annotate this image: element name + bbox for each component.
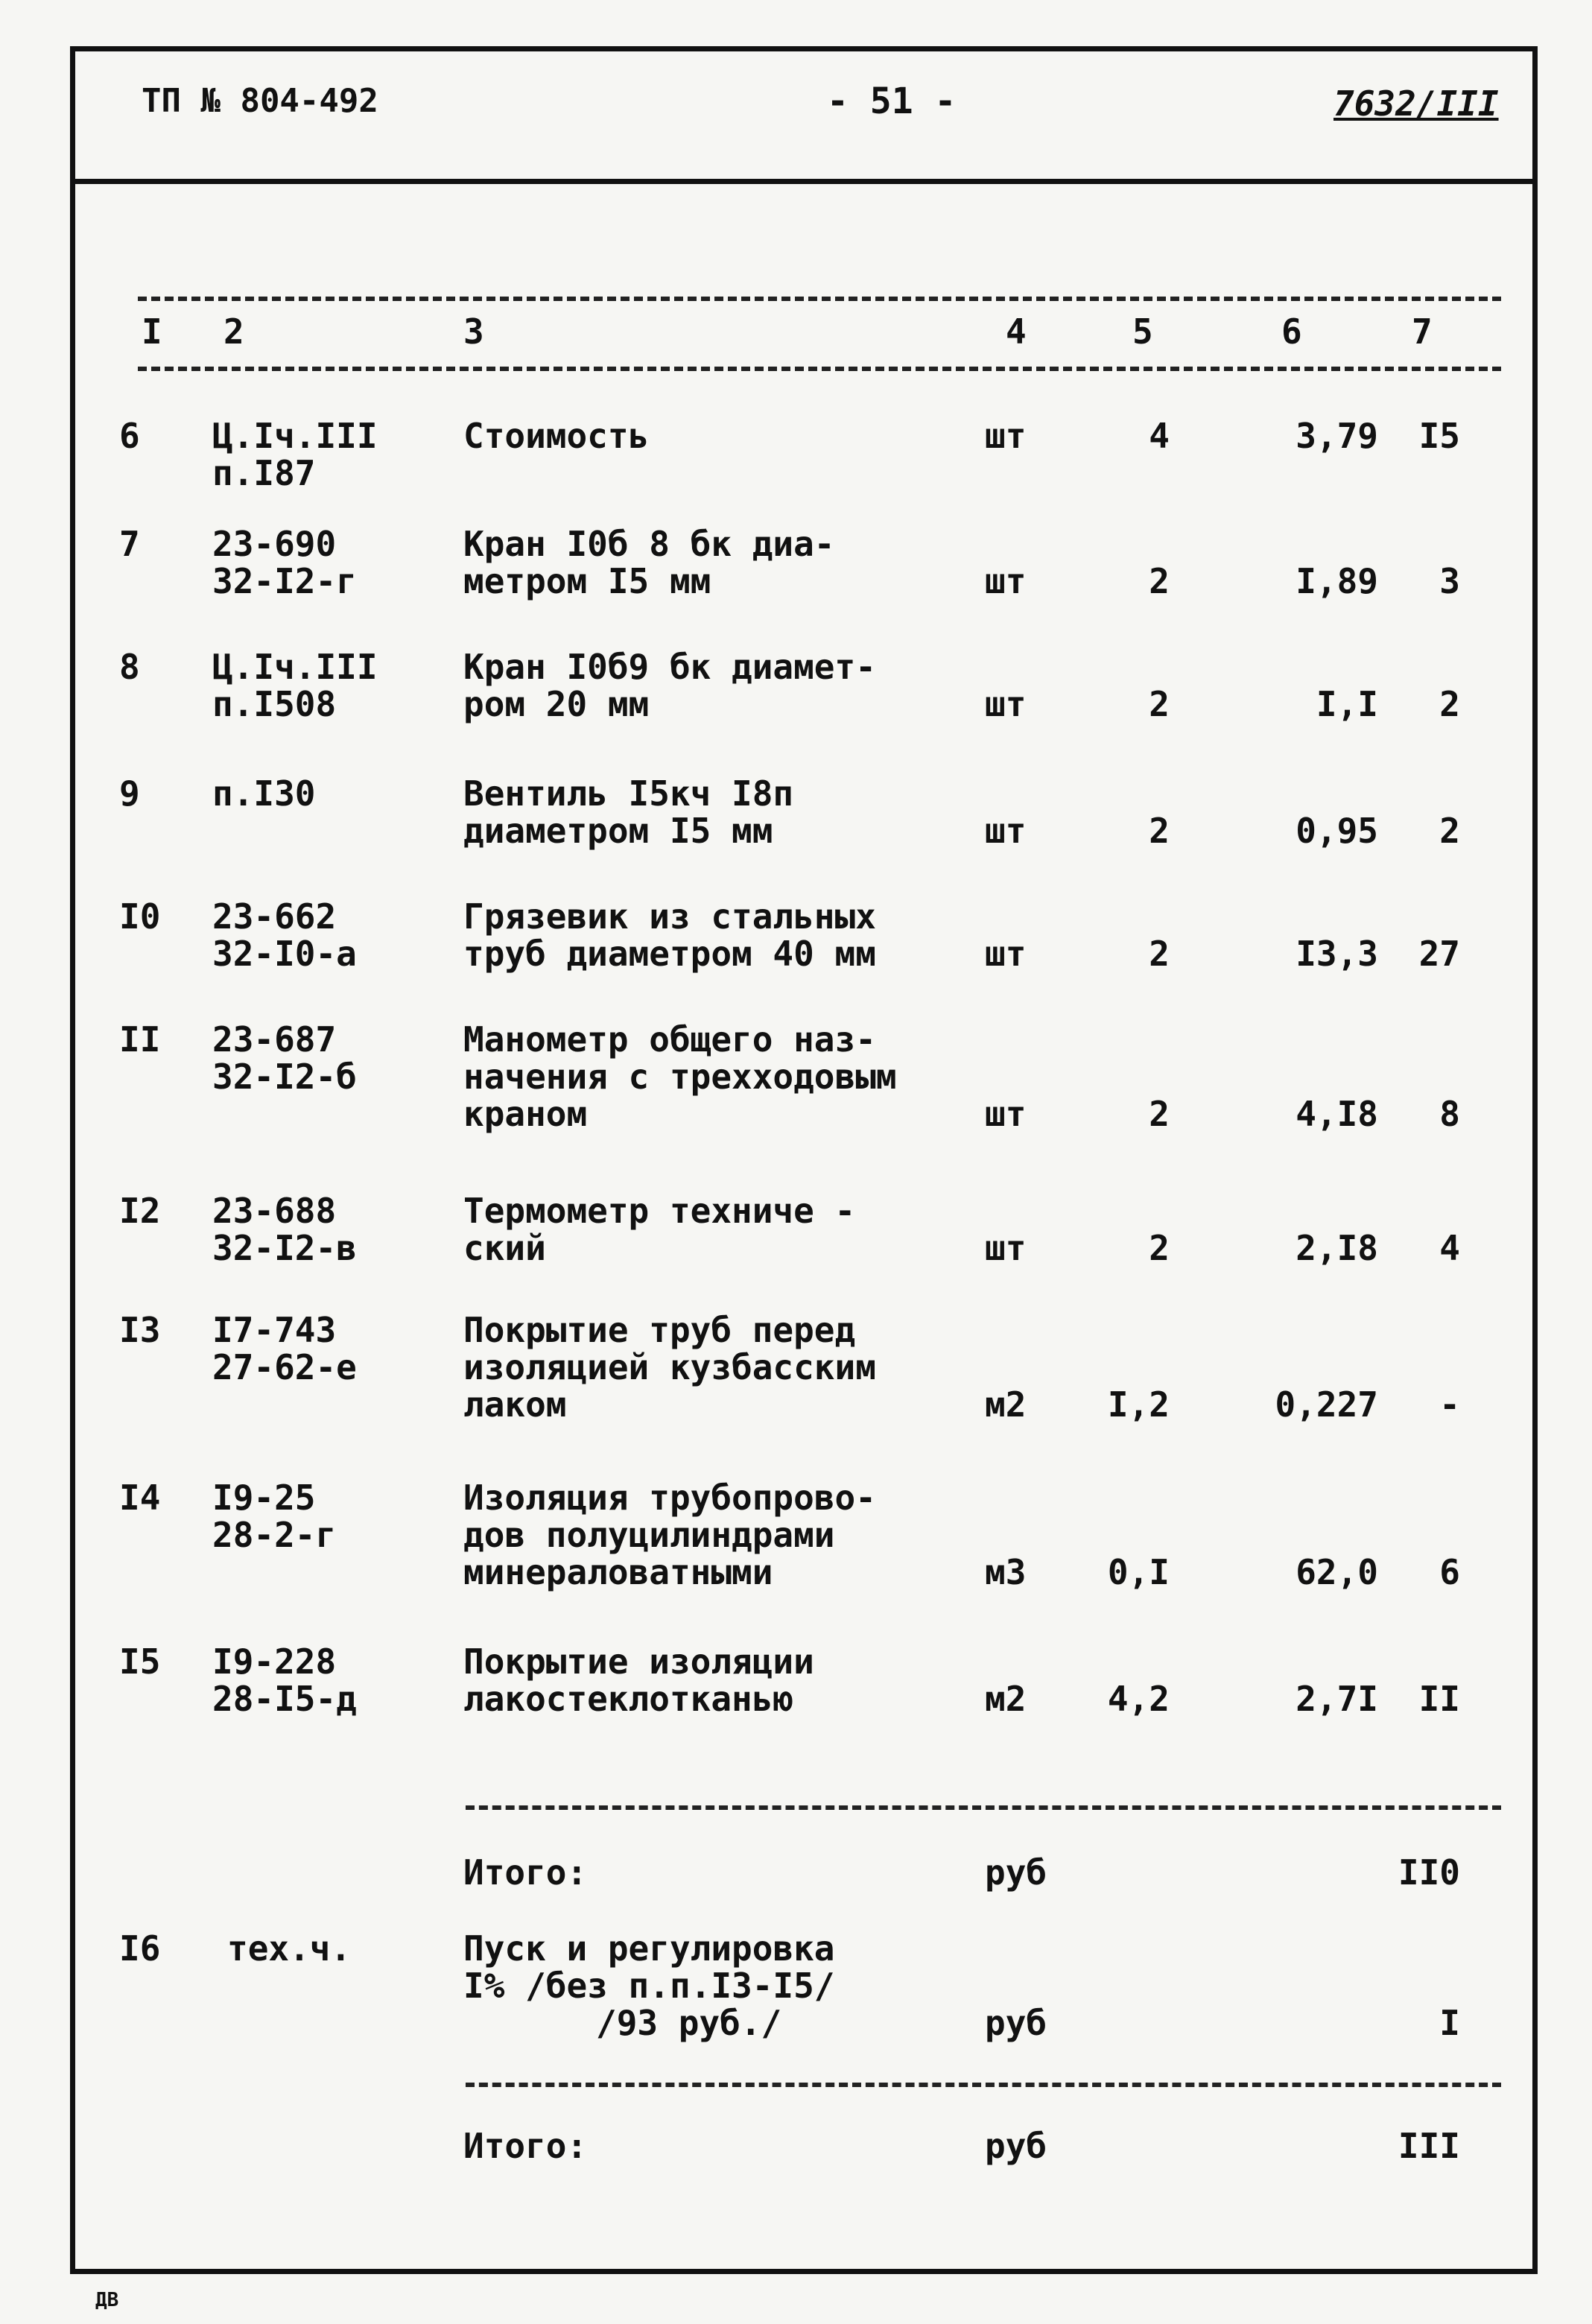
- col-header-3: 3: [463, 311, 484, 352]
- row-code-2: п.I87: [212, 453, 316, 493]
- row-code-1: I9-228: [212, 1641, 337, 1682]
- row-number: I2: [119, 1191, 161, 1231]
- row-total: 8: [1439, 1094, 1460, 1134]
- row-unit: шт: [985, 1228, 1027, 1268]
- row-description-line: Покрытие труб перед: [463, 1310, 856, 1350]
- sheet-reference: 7632/III: [1333, 83, 1499, 124]
- row-unit: м3: [985, 1552, 1027, 1592]
- row-unit: м2: [985, 1679, 1027, 1719]
- row-code-2: п.I508: [212, 684, 337, 724]
- row-number: 8: [119, 647, 140, 687]
- row-code-2: 28-2-г: [212, 1515, 337, 1555]
- table-top-rule: [138, 297, 1501, 301]
- row-number: I4: [119, 1478, 161, 1518]
- row-code-1: Ц.Iч.III: [212, 647, 378, 687]
- row-quantity: 0,I: [1107, 1552, 1170, 1592]
- row-unit: м2: [985, 1384, 1027, 1425]
- row-number: 7: [119, 524, 140, 564]
- grand-total-label: Итого:: [463, 2126, 588, 2166]
- row-unit-price: I,I: [1316, 684, 1378, 724]
- row-total: 6: [1439, 1552, 1460, 1592]
- row-total: 27: [1418, 934, 1460, 974]
- row-code-1: 23-690: [212, 524, 337, 564]
- row-description-line: краном: [463, 1094, 588, 1134]
- row-unit-price: I,89: [1296, 561, 1378, 601]
- row-total: II: [1418, 1679, 1460, 1719]
- row-description-line: Покрытие изоляции: [463, 1641, 814, 1682]
- col-header-1: I: [142, 311, 162, 352]
- extra-row-code: тех.ч.: [227, 1928, 352, 1969]
- row-description-line: Грязевик из стальных: [463, 896, 876, 937]
- row-total: 4: [1439, 1228, 1460, 1268]
- row-description-line: метром I5 мм: [463, 561, 711, 601]
- row-description-line: Кран I0б 8 бк диа-: [463, 524, 835, 564]
- row-description-line: начения с трехходовым: [463, 1057, 897, 1097]
- row-code-1: 23-688: [212, 1191, 337, 1231]
- header-rule: [70, 179, 1538, 184]
- row-unit: шт: [985, 561, 1027, 601]
- row-total: 3: [1439, 561, 1460, 601]
- row-number: I3: [119, 1310, 161, 1350]
- row-code-1: I7-743: [212, 1310, 337, 1350]
- col-header-2: 2: [223, 311, 244, 352]
- row-quantity: I,2: [1107, 1384, 1170, 1425]
- row-quantity: 2: [1149, 561, 1170, 601]
- col-header-4: 4: [1006, 311, 1027, 352]
- extra-row-desc-1: Пуск и регулировка: [463, 1928, 835, 1969]
- row-unit-price: 4,I8: [1296, 1094, 1378, 1134]
- row-quantity: 2: [1149, 934, 1170, 974]
- extra-row-unit: руб: [985, 2003, 1047, 2043]
- row-quantity: 2: [1149, 811, 1170, 851]
- row-unit: шт: [985, 811, 1027, 851]
- subtotal-label: Итого:: [463, 1852, 588, 1893]
- row-unit-price: 0,227: [1275, 1384, 1378, 1425]
- row-quantity: 2: [1149, 684, 1170, 724]
- row-number: 6: [119, 416, 140, 456]
- row-quantity: 4,2: [1107, 1679, 1170, 1719]
- row-unit-price: 62,0: [1296, 1552, 1378, 1592]
- row-code-2: 32-I2-г: [212, 561, 357, 601]
- row-number: II: [119, 1019, 161, 1060]
- row-unit-price: 2,I8: [1296, 1228, 1378, 1268]
- row-code-1: 23-662: [212, 896, 337, 937]
- row-description-line: Термометр техниче -: [463, 1191, 856, 1231]
- row-unit: шт: [985, 684, 1027, 724]
- col-header-7: 7: [1412, 311, 1433, 352]
- page-number: - 51 -: [827, 80, 957, 122]
- row-description-line: ром 20 мм: [463, 684, 650, 724]
- row-code-2: 32-I0-а: [212, 934, 357, 974]
- row-quantity: 4: [1149, 416, 1170, 456]
- grand-total-total: III: [1398, 2126, 1460, 2166]
- table-header-rule: [138, 367, 1501, 371]
- row-total: 2: [1439, 811, 1460, 851]
- extra-row-desc-3: /93 руб./: [596, 2003, 782, 2043]
- footer-mark: ДВ: [95, 2289, 119, 2311]
- row-code-2: 28-I5-д: [212, 1679, 357, 1719]
- row-code-1: I9-25: [212, 1478, 316, 1518]
- row-unit: шт: [985, 934, 1027, 974]
- row-code-2: 32-I2-в: [212, 1228, 357, 1268]
- row-unit-price: 3,79: [1296, 416, 1378, 456]
- row-description-line: минераловатными: [463, 1552, 773, 1592]
- row-description-line: ский: [463, 1228, 546, 1268]
- row-total: 2: [1439, 684, 1460, 724]
- row-description-line: Стоимость: [463, 416, 650, 456]
- subtotal-total: II0: [1398, 1852, 1460, 1893]
- row-quantity: 2: [1149, 1094, 1170, 1134]
- row-code-2: 32-I2-б: [212, 1057, 357, 1097]
- row-number: I0: [119, 896, 161, 937]
- col-header-5: 5: [1132, 311, 1153, 352]
- row-unit-price: 0,95: [1296, 811, 1378, 851]
- row-description-line: Манометр общего наз-: [463, 1019, 876, 1060]
- row-description-line: лакостеклотканью: [463, 1679, 794, 1719]
- extra-row-total: I: [1439, 2003, 1460, 2043]
- subtotal-unit: руб: [985, 1852, 1047, 1893]
- row-quantity: 2: [1149, 1228, 1170, 1268]
- row-description-line: изоляцией кузбасским: [463, 1347, 876, 1387]
- row-code-1: Ц.Iч.III: [212, 416, 378, 456]
- row-unit: шт: [985, 416, 1027, 456]
- extra-row-desc-2: I% /без п.п.I3-I5/: [463, 1966, 835, 2006]
- row-number: 9: [119, 773, 140, 814]
- row-description-line: труб диаметром 40 мм: [463, 934, 876, 974]
- row-description-line: Вентиль I5кч I8п: [463, 773, 794, 814]
- row-description-line: диаметром I5 мм: [463, 811, 773, 851]
- col-header-6: 6: [1281, 311, 1302, 352]
- row-code-1: 23-687: [212, 1019, 337, 1060]
- subtotal-rule: [466, 1805, 1501, 1810]
- row-number: I5: [119, 1641, 161, 1682]
- row-unit-price: 2,7I: [1296, 1679, 1378, 1719]
- row-description-line: лаком: [463, 1384, 567, 1425]
- row-description-line: Кран I0б9 бк диамет-: [463, 647, 876, 687]
- row-total: I5: [1418, 416, 1460, 456]
- row-code-2: 27-62-е: [212, 1347, 357, 1387]
- grand-total-rule: [466, 2083, 1501, 2087]
- row-unit-price: I3,3: [1296, 934, 1378, 974]
- row-total: -: [1439, 1384, 1460, 1425]
- row-unit: шт: [985, 1094, 1027, 1134]
- doc-id: ТП № 804-492: [142, 82, 378, 120]
- row-code-1: п.I30: [212, 773, 316, 814]
- row-description-line: Изоляция трубопрово-: [463, 1478, 876, 1518]
- row-description-line: дов полуцилиндрами: [463, 1515, 835, 1555]
- extra-row-number: I6: [119, 1928, 161, 1969]
- grand-total-unit: руб: [985, 2126, 1047, 2166]
